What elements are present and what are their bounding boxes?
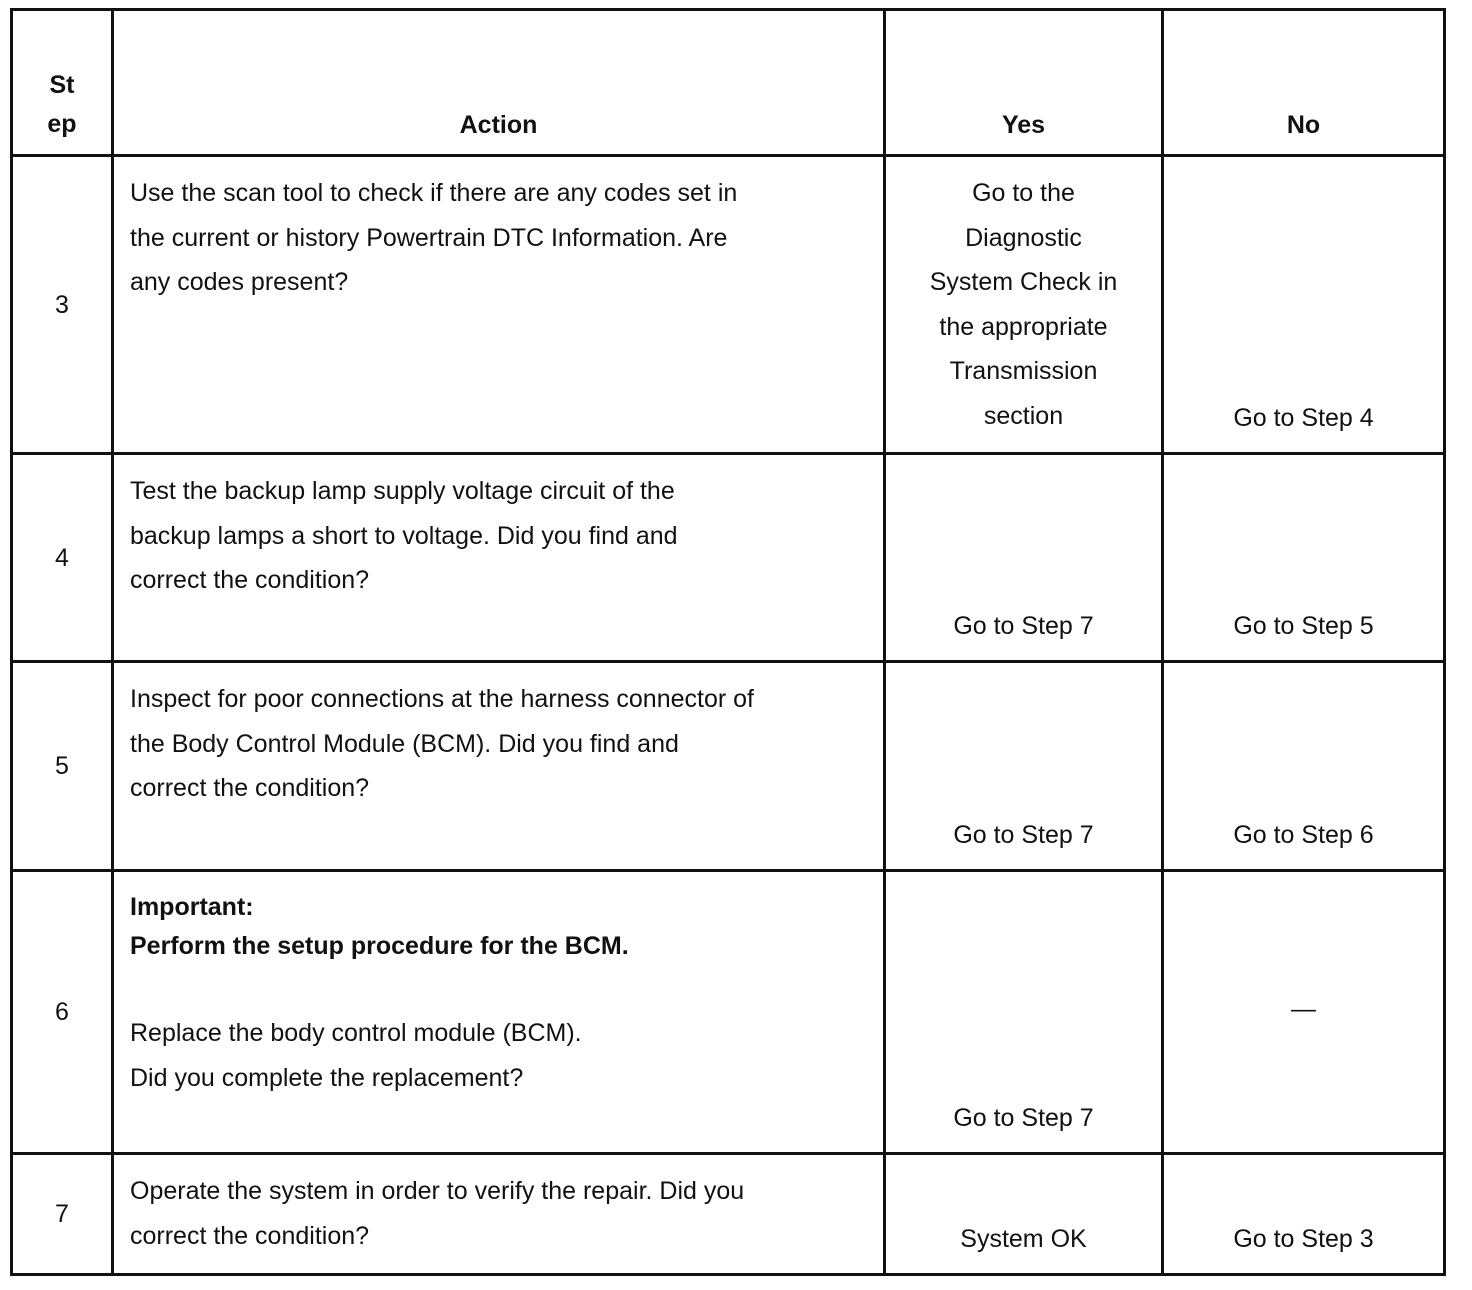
- yes-result: Go to the Diagnostic System Check in the appropriate Transmission section: [929, 179, 1118, 430]
- table-row: [10, 157, 1446, 455]
- header-yes-cell: [886, 11, 1164, 154]
- action-cell: [114, 157, 886, 452]
- step-number: 4: [55, 543, 69, 572]
- no-cell: [1164, 872, 1443, 1152]
- spacer: [130, 966, 883, 1011]
- header-no: No: [1286, 111, 1321, 139]
- important-label: Important:: [130, 893, 254, 921]
- header-step-line1: St: [49, 71, 75, 99]
- step-number: 6: [55, 998, 69, 1026]
- action-cell: [114, 663, 886, 869]
- no-cell: [1164, 1155, 1443, 1273]
- yes-cell: [886, 872, 1164, 1152]
- header-action: Action: [459, 111, 538, 139]
- step-cell: [13, 1155, 114, 1273]
- no-cell: [1164, 663, 1443, 869]
- table-header-row: [10, 8, 1446, 157]
- table-row: [10, 1155, 1446, 1276]
- no-result: Go to Step 3: [1233, 1224, 1374, 1253]
- no-result: —: [1291, 995, 1316, 1023]
- action-cell: [114, 872, 886, 1152]
- yes-result: Go to Step 7: [953, 611, 1094, 640]
- header-step-line2: ep: [47, 110, 77, 138]
- table-row: [10, 872, 1446, 1155]
- header-action-cell: [114, 11, 886, 154]
- yes-cell: [886, 157, 1164, 452]
- yes-result: Go to Step 7: [953, 1103, 1094, 1132]
- header-no-cell: [1164, 11, 1443, 154]
- header-step: [13, 11, 114, 154]
- step-cell: [13, 663, 114, 869]
- action-text: Operate the system in order to verify the repair. Did you correct the condition?: [130, 1177, 745, 1250]
- step-cell: [13, 872, 114, 1152]
- action-text: Inspect for poor connections at the harness connector of the Body Control Module (BCM). Did you find and correct the condition?: [130, 685, 754, 802]
- no-result: Go to Step 5: [1233, 611, 1374, 640]
- step-cell: [13, 157, 114, 452]
- important-text: Perform the setup procedure for the BCM.: [130, 932, 629, 960]
- yes-cell: [886, 1155, 1164, 1273]
- yes-result: System OK: [960, 1224, 1087, 1253]
- step-cell: [13, 455, 114, 660]
- step-number: 5: [55, 752, 69, 780]
- action-cell: [114, 1155, 886, 1273]
- step-number: 7: [55, 1200, 69, 1228]
- no-result: Go to Step 6: [1233, 820, 1374, 849]
- header-yes: Yes: [1001, 111, 1046, 139]
- step-number: 3: [55, 290, 69, 319]
- action-text: Replace the body control module (BCM). Did you complete the replacement?: [130, 1019, 582, 1092]
- yes-cell: [886, 663, 1164, 869]
- yes-cell: [886, 455, 1164, 660]
- action-text: Test the backup lamp supply voltage circuit of the backup lamps a short to voltage. Did you find and correct the condition?: [130, 477, 678, 594]
- no-result: Go to Step 4: [1233, 403, 1374, 432]
- table-row: [10, 455, 1446, 663]
- diagnostic-table: [10, 8, 1446, 1276]
- yes-result: Go to Step 7: [953, 820, 1094, 849]
- action-cell: [114, 455, 886, 660]
- action-text: Use the scan tool to check if there are any codes set in the current or history Powertrain DTC Information. Are any codes present?: [130, 179, 738, 296]
- no-cell: [1164, 455, 1443, 660]
- no-cell: [1164, 157, 1443, 452]
- table-row: [10, 663, 1446, 872]
